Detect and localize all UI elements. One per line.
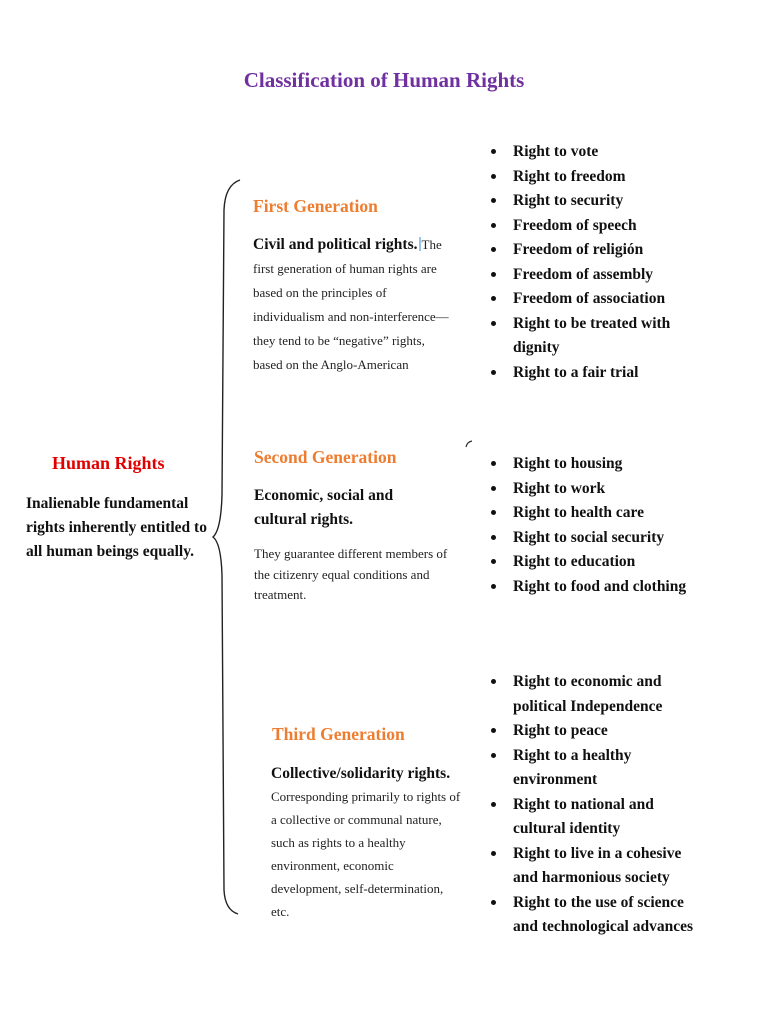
second-generation-subtitle: Economic, social and cultural rights. [254,487,394,528]
first-generation-heading: First Generation [253,196,378,216]
third-generation-text [271,762,461,923]
first-generation-body: The first generation of human rights are based on the principles of individualism and non-interference—they tend to be “negative” rights, based on the Anglo-American [253,237,449,372]
page-title: Classification of Human Rights [243,68,525,92]
list-item: Right to health care [488,501,728,526]
second-generation-rights-list [488,452,728,599]
list-item: Right to work [488,477,728,502]
root-description: Inalienable fundamental rights inherently entitled to all human beings equally. [26,495,207,560]
third-generation-body: Corresponding primarily to rights of a collective or communal nature, such as rights to a healthy environment, economic development, self-determination, etc. [271,789,461,919]
list-item: Freedom of speech [488,214,718,239]
second-generation-heading: Second Generation [254,447,397,467]
list-item: Right to the use of science and technological advances [488,891,703,940]
first-generation-text [253,233,453,410]
list-item: Right to economic and political Independence [488,670,685,719]
list-item: Right to education [488,550,728,575]
list-item: Right to peace [488,719,703,744]
list-item: Right to freedom [488,165,718,190]
third-generation-rights-list [488,670,703,940]
list-item: Freedom of religión [488,238,718,263]
third-generation-subtitle: Collective/solidarity rights. [271,765,451,782]
stray-mark-icon [466,441,472,447]
text-cursor-icon [419,237,421,251]
first-generation-subtitle: Civil and political rights. [253,236,418,253]
list-item: Freedom of assembly [488,263,718,288]
list-item: Right to vote [488,140,718,165]
third-generation-heading: Third Generation [272,724,405,744]
list-item: Right to housing [488,452,728,477]
list-item: Right to a healthy environment [488,744,663,793]
root-heading: Human Rights [52,453,165,473]
list-item: Right to security [488,189,718,214]
list-item: Freedom of association [488,287,718,312]
list-item: Right to be treated with dignity [488,312,693,361]
first-generation-rights-list [488,140,718,385]
list-item: Right to a fair trial [488,361,718,386]
list-item: Right to food and clothing [488,575,728,600]
list-item: Right to national and cultural identity [488,793,683,842]
second-generation-body: They guarantee different members of the citizenry equal conditions and treatment. [254,546,448,602]
list-item: Right to live in a cohesive and harmonious society [488,842,703,891]
list-item: Right to social security [488,526,728,551]
